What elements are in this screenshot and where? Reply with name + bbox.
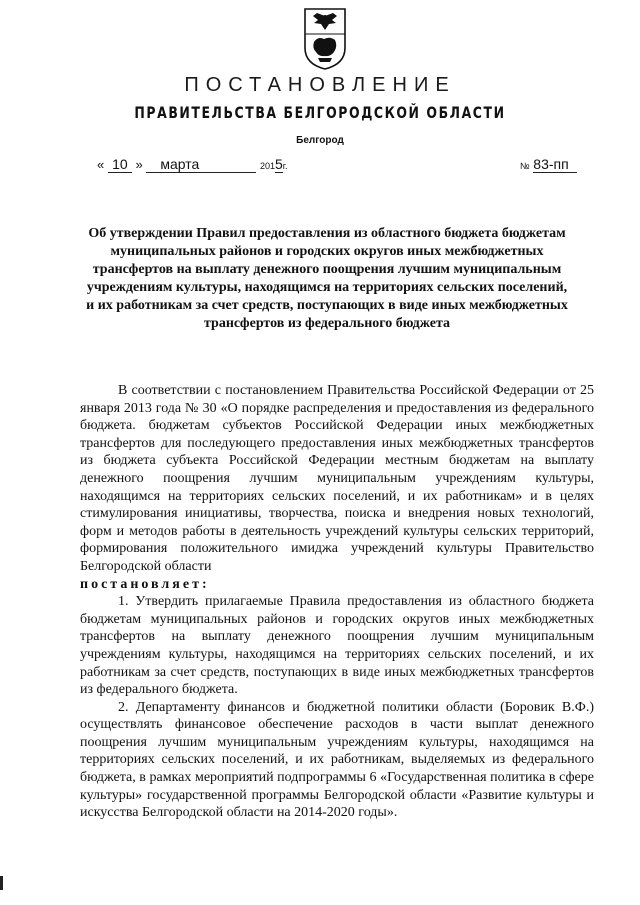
document-type-title: ПОСТАНОВЛЕНИЕ <box>184 74 456 96</box>
date-month: марта <box>146 156 256 173</box>
date-year-digit: 5 <box>275 156 283 172</box>
document-body <box>80 382 594 822</box>
body-paragraph: В соответствии с постановлением Правительства Российской Федерации от 25 января 2013 года № 30 «О порядке распределения и предоставления из федерального бюджета. бюджетам субъектов Российской Федерации иных межбюджетных трансфертов для последующего предоставления иных межбюджетных трансфертов из бюджета субъекта Российской Федерации местным бюджетам на выплату денежного поощрения лучшим муниципальным учреждениям культуры, находящимся на территориях сельских поселений, и их работникам» и в целях стимулирования инициативы, творчества, поиска и внедрения новых технологий, форм и методов работы в деятельность учреждений культуры сельских территорий, формирования положительного имиджа учреждений культуры Правительство Белгородской области <box>80 383 594 574</box>
date-day: 10 <box>108 156 132 173</box>
issuing-authority: ПРАВИТЕЛЬСТВА БЕЛГОРОДСКОЙ ОБЛАСТИ <box>134 103 506 122</box>
body-item-2: 2. Департаменту финансов и бюджетной политики области (Боровик В.Ф.) осуществлять финансовое обеспечение расходов в части выплат денежного поощрения лучшим муниципальным учреждениям культуры, находящимся на территориях сельских поселений, и их работникам, выделяемых из федерального бюджета, в рамках мероприятий подпрограммы 6 «Государственная политика в сфере культуры» государственной программы Белгородской области «Развитие культуры и искусства Белгородской области на 2014-2020 годы». <box>80 699 594 821</box>
body-item-1: 1. Утвердить прилагаемые Правила предоставления из областного бюджета бюджетам муниципальных районов и городских округов иных межбюджетных трансфертов на выплату денежного поощрения лучшим муниципальным учреждениям культуры, находящимся на территориях сельских поселений, и их работникам за счет средств, поступающих в виде иных межбюджетных трансфертов из федерального бюджета. <box>80 594 594 698</box>
decree-word: постановляет: <box>80 576 210 592</box>
scan-edge-mark <box>0 876 3 890</box>
document-heading: Об утверждении Правил предоставления из областного бюджета бюджетам муниципальных районов и городских округов иных межбюджетных трансфертов на выплату денежного поощрения лучшим муниципальным учреждениям культуры, находящимся на территориях сельских поселений, и их работникам за счет средств, поступающих в виде иных межбюджетных трансфертов из федерального бюджета <box>86 226 568 331</box>
city-name: Белгород <box>296 135 344 146</box>
document-number-value: 83-пп <box>533 156 577 173</box>
coat-of-arms-emblem <box>304 8 346 70</box>
document-number: № 83-пп <box>520 156 577 173</box>
document-date: « 10 » марта 2015г. <box>97 156 288 172</box>
